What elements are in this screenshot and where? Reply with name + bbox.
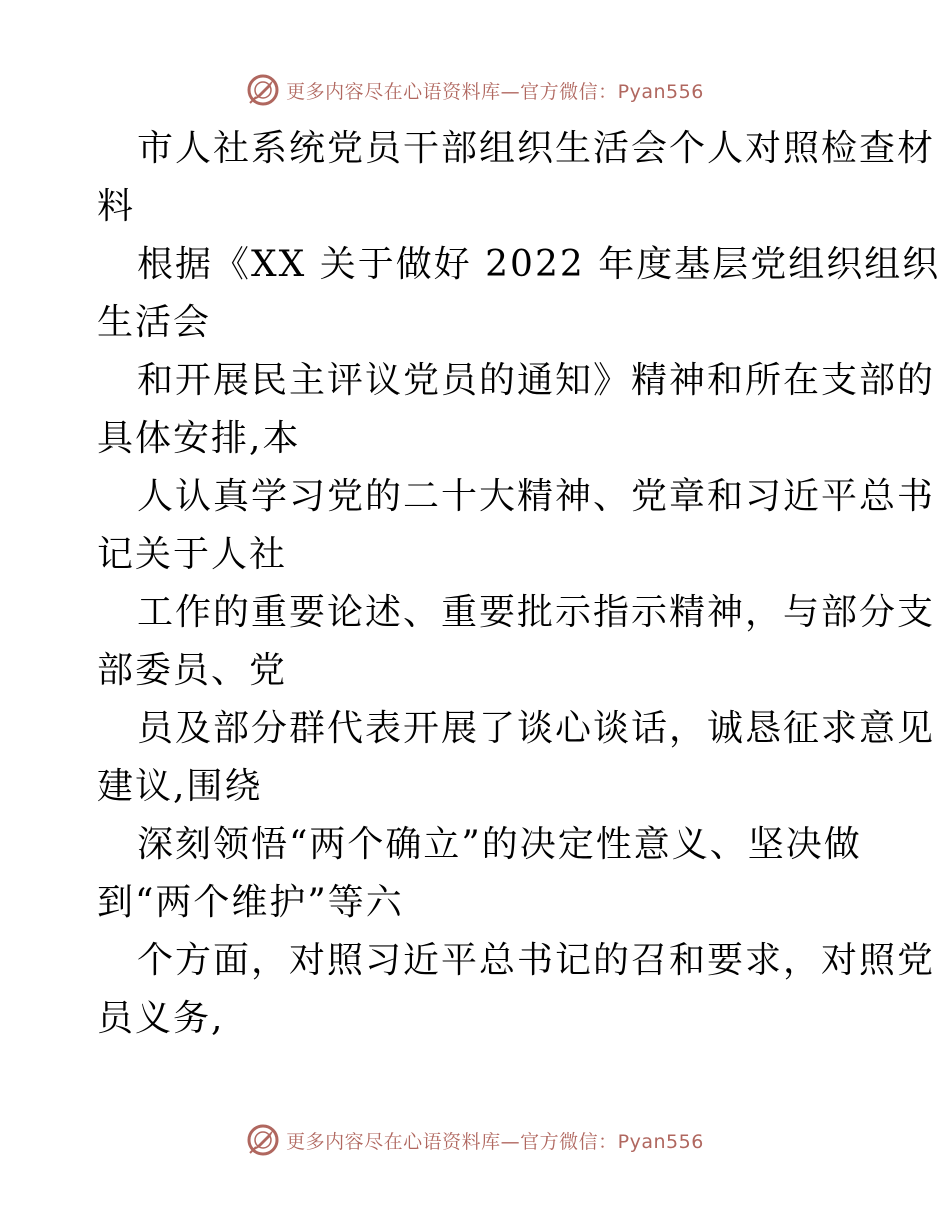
footer-watermark-banner: [0, 1120, 950, 1160]
text-line: 人认真学习党的二十大精神、党章和习近平总书: [137, 476, 936, 517]
text-line: 到“两个维护”等六: [97, 882, 404, 923]
text-line: 和开展民主评议党员的通知》精神和所在支部的: [137, 360, 936, 401]
document-body: [97, 120, 941, 1048]
quill-pen-seal-icon: [246, 73, 280, 107]
text-line: 根据《XX 关于做好 2022 年度基层党组织组织: [137, 244, 941, 285]
text-line: 个方面，对照习近平总书记的召和要求，对照党: [137, 940, 936, 981]
header-watermark-banner: [0, 70, 950, 110]
text-line: 生活会: [97, 302, 212, 343]
text-line: 深刻领悟“两个确立”的决定性意义、坚决做: [137, 824, 862, 865]
text-line: 具体安排,本: [97, 418, 301, 459]
text-line: 员义务,: [97, 998, 225, 1039]
text-line: 建议,围绕: [97, 766, 263, 807]
text-line: 工作的重要论述、重要批示指示精神，与部分支: [137, 592, 936, 633]
text-line: 员及部分群代表开展了谈心谈话，诚恳征求意见: [137, 708, 936, 749]
banner-text: 更多内容尽在心语资料库—官方微信：Pyan556: [286, 1130, 704, 1153]
banner-text: 更多内容尽在心语资料库—官方微信：Pyan556: [286, 80, 704, 103]
text-line: 市人社系统党员干部组织生活会个人对照检查材: [137, 128, 936, 169]
text-line: 料: [97, 186, 136, 227]
text-line: 记关于人社: [97, 534, 288, 575]
quill-pen-seal-icon: [246, 1123, 280, 1157]
text-line: 部委员、党: [97, 650, 288, 691]
